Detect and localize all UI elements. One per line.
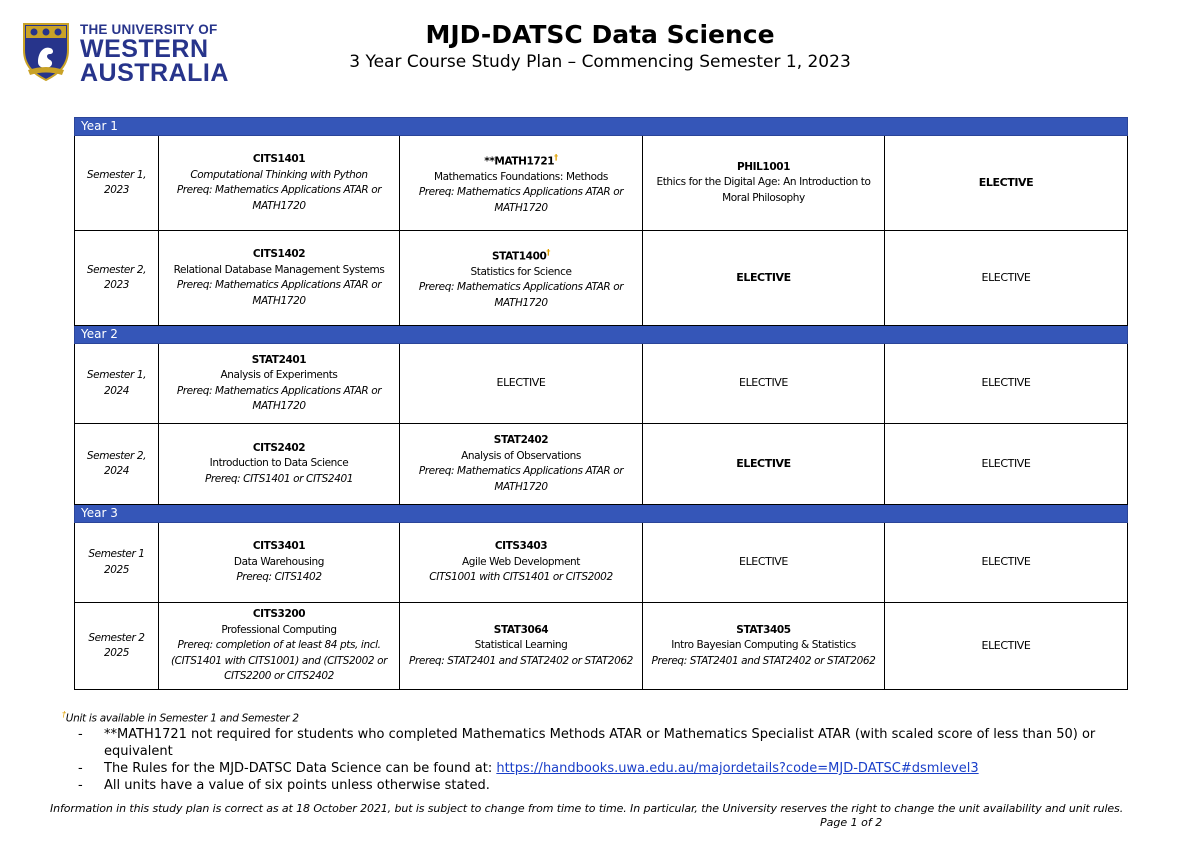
unit-prereq: Prereq: Mathematics Applications ATAR or MATH1720 [176,184,382,212]
unit-cell [159,603,400,690]
unit-prereq: Prereq: CITS1401 or CITS2401 [204,472,354,485]
elective-label: ELECTIVE [496,376,546,390]
unit-code: CITS1401 [252,153,306,165]
unit-code: STAT3405 [736,623,791,636]
unit-prereq: CITS1001 with CITS1401 or CITS2002 [429,571,613,584]
unit-cell [400,523,643,603]
unit-name: Computational Thinking with Python [190,168,368,181]
unit-cell [159,424,400,505]
unit-name: Statistical Learning [474,639,568,652]
year-label: Year 2 [75,326,1128,344]
elective-cell [643,344,885,424]
semester-label: Semester 1, 2024 [75,344,159,424]
semester-label: Semester 1, 2023 [75,136,159,231]
logo-line3: AUSTRALIA [80,59,229,87]
unit-prereq: Prereq: STAT2401 and STAT2402 or STAT2062 [651,654,876,667]
elective-cell [643,424,885,505]
unit-cell [643,603,885,690]
elective-cell [400,344,643,424]
list-item: - The Rules for the MJD-DATSC Data Science can be found at: https://handbooks.uwa.edu.au/majordetails?code=MJD-DATSC#dsmlevel3 [76,760,1156,777]
availability-marker: † [554,152,558,162]
availability-note: †Unit is available in Semester 1 and Semester 2 [62,710,299,725]
elective-cell [885,231,1128,326]
unit-code: STAT1400† [491,247,551,263]
semester-label: Semester 2, 2024 [75,424,159,505]
logo-line1: THE UNIVERSITY OF [80,22,218,37]
elective-label: ELECTIVE [736,270,791,284]
elective-label: ELECTIVE [981,555,1031,569]
elective-cell [885,603,1128,690]
unit-cell [643,136,885,231]
unit-prereq: Prereq: completion of at least 84 pts, incl. (CITS1401 with CITS1001) and (CITS2002 or CITS2200 or CITS2402 [170,639,388,683]
page-subtitle: 3 Year Course Study Plan – Commencing Semester 1, 2023 [349,52,851,72]
unit-cell [400,231,643,326]
semester-label: Semester 1 2025 [75,523,159,603]
table-row [75,523,1128,603]
unit-name: Relational Database Management Systems [173,263,385,276]
unit-cell [159,231,400,326]
disclaimer-text: Information in this study plan is correct as at 18 October 2021, but is subject to change from time to time. In particular, the University reserves the right to change the unit availability and unit rules. [50,802,1124,815]
list-item: - **MATH1721 not required for students who completed Mathematics Methods ATAR or Mathematics Specialist ATAR (with scaled score of less than 50) or equivalent [76,726,1156,760]
unit-name: Intro Bayesian Computing & Statistics [671,639,856,652]
year-label: Year 1 [75,118,1128,136]
logo-line2: WESTERN [80,35,209,63]
unit-name: Statistics for Science [470,265,572,278]
unit-cell [159,344,400,424]
handbook-link[interactable]: https://handbooks.uwa.edu.au/majordetails?code=MJD-DATSC#dsmlevel3 [496,761,979,776]
table-row [75,603,1128,690]
elective-cell [643,231,885,326]
unit-name: Analysis of Experiments [220,369,338,381]
unit-code: CITS1402 [252,248,306,260]
list-item: - All units have a value of six points unless otherwise stated. [76,777,1156,794]
elective-cell [885,424,1128,505]
unit-code: PHIL1001 [736,160,791,173]
year-header [75,118,1128,136]
unit-code: **MATH1721† [484,152,558,168]
elective-label: ELECTIVE [978,175,1034,189]
unit-prereq: Prereq: Mathematics Applications ATAR or MATH1720 [418,281,624,309]
elective-cell [885,523,1128,603]
unit-cell [400,136,643,231]
unit-prereq: Prereq: CITS1402 [236,571,322,584]
page-number: Page 1 of 2 [820,816,883,829]
availability-marker: † [62,710,66,719]
elective-label: ELECTIVE [981,270,1031,284]
semester-label: Semester 2 2025 [75,603,159,690]
year-header [75,505,1128,523]
unit-name: Ethics for the Digital Age: An Introduction to Moral Philosophy [656,176,871,204]
table-row [75,424,1128,505]
unit-code: STAT3064 [493,623,549,636]
elective-label: ELECTIVE [739,555,788,569]
table-row [75,136,1128,231]
unit-name: Professional Computing [221,623,337,636]
unit-cell [400,424,643,505]
table-row [75,231,1128,326]
unit-cell [159,523,400,603]
elective-label: ELECTIVE [981,638,1031,652]
elective-label: ELECTIVE [981,376,1031,390]
unit-cell [159,136,400,231]
availability-marker: † [546,247,551,257]
page-title: MJD-DATSC Data Science [425,20,775,49]
unit-name: Data Warehousing [233,555,325,568]
unit-prereq: Prereq: Mathematics Applications ATAR or MATH1720 [418,465,624,493]
elective-cell [885,136,1128,231]
unit-name: Analysis of Observations [461,449,581,462]
unit-name: Agile Web Development [462,555,580,568]
unit-code: CITS2402 [252,441,306,454]
unit-code: CITS3200 [252,608,306,621]
year-label: Year 3 [75,505,1128,523]
unit-code: STAT2402 [493,434,549,446]
unit-prereq: Prereq: STAT2401 and STAT2402 or STAT2062 [409,654,633,667]
unit-prereq: Prereq: Mathematics Applications ATAR or MATH1720 [176,384,382,412]
unit-name: Introduction to Data Science [209,457,349,470]
year-header [75,326,1128,344]
table-row [75,344,1128,424]
unit-prereq: Prereq: Mathematics Applications ATAR or MATH1720 [176,279,382,307]
unit-prereq: Prereq: Mathematics Applications ATAR or MATH1720 [418,186,624,214]
semester-label: Semester 2, 2023 [75,231,159,326]
study-plan-table [74,117,1128,690]
elective-label: ELECTIVE [981,456,1031,470]
unit-name: Mathematics Foundations: Methods [433,170,608,183]
unit-code: STAT2401 [251,353,307,366]
notes-list [76,726,1156,794]
elective-label: ELECTIVE [739,376,788,390]
unit-code: CITS3401 [252,540,306,553]
elective-label: ELECTIVE [736,456,791,470]
elective-cell [885,344,1128,424]
elective-cell [643,523,885,603]
unit-cell [400,603,643,690]
unit-code: CITS3403 [494,540,548,553]
